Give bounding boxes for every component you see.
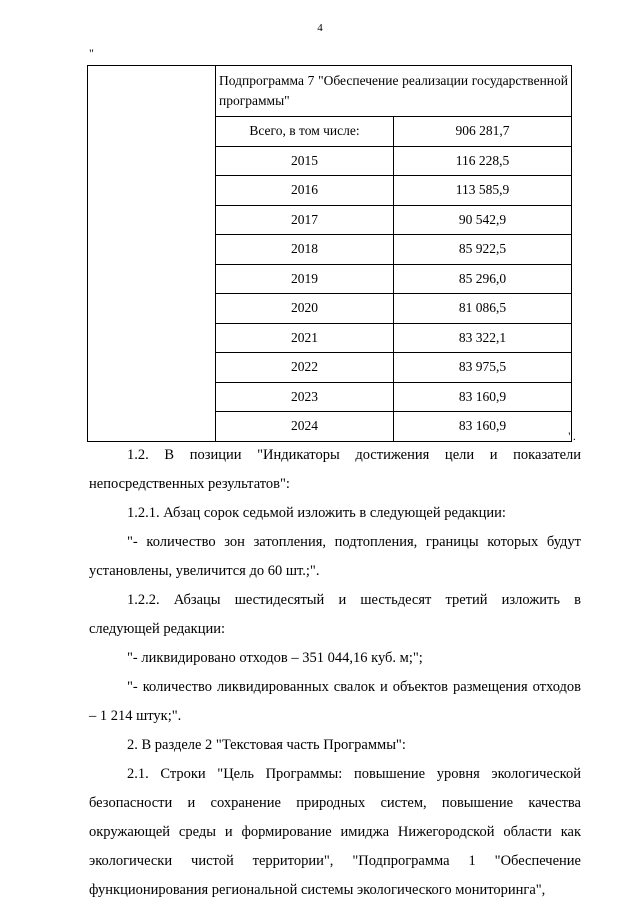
opening-quote-mark: " bbox=[89, 46, 94, 60]
paragraph: 2. В разделе 2 "Текстовая часть Программы": bbox=[127, 737, 406, 753]
paragraph: 1.2. В позиции "Индикаторы достижения цели и показатели непосредственных результатов": bbox=[89, 447, 581, 492]
value-cell: 83 160,9 bbox=[394, 382, 572, 412]
paragraph: "- количество зон затопления, подтопления, границы которых будут установлены, увеличится до 60 шт.;". bbox=[89, 534, 581, 579]
year-cell: 2021 bbox=[216, 323, 394, 353]
value-cell: 116 228,5 bbox=[394, 146, 572, 176]
total-value: 906 281,7 bbox=[394, 117, 572, 147]
value-cell: 85 296,0 bbox=[394, 264, 572, 294]
total-label: Всего, в том числе: bbox=[216, 117, 394, 147]
paragraph: 1.2.1. Абзац сорок седьмой изложить в следующей редакции: bbox=[127, 505, 506, 521]
paragraph: "- количество ликвидированных свалок и объектов размещения отходов – 1 214 штук;". bbox=[89, 679, 581, 724]
paragraph: 2.1. Строки "Цель Программы: повышение уровня экологической безопасности и сохранение природных систем, повышение качества окружающей среды и формирование имиджа Нижегородской области как экологически чистой территории", "Подпрограмма 1 "Обеспечение функционирования региональной системы экологического мониторинга", bbox=[89, 766, 581, 898]
paragraph: "- ликвидировано отходов – 351 044,16 куб. м;"; bbox=[127, 650, 423, 666]
year-cell: 2017 bbox=[216, 205, 394, 235]
table-header-row bbox=[88, 66, 572, 117]
value-cell: 90 542,9 bbox=[394, 205, 572, 235]
funding-table bbox=[87, 65, 572, 442]
year-cell: 2020 bbox=[216, 294, 394, 324]
year-cell: 2019 bbox=[216, 264, 394, 294]
year-cell: 2015 bbox=[216, 146, 394, 176]
year-cell: 2024 bbox=[216, 412, 394, 442]
value-cell: 113 585,9 bbox=[394, 176, 572, 206]
table-left-cell bbox=[88, 66, 216, 442]
value-cell: 83 160,9 bbox=[394, 412, 572, 442]
year-cell: 2018 bbox=[216, 235, 394, 265]
value-cell: 83 322,1 bbox=[394, 323, 572, 353]
document-body bbox=[89, 441, 581, 905]
value-cell: 81 086,5 bbox=[394, 294, 572, 324]
page-number: 4 bbox=[317, 22, 323, 34]
value-cell: 85 922,5 bbox=[394, 235, 572, 265]
year-cell: 2023 bbox=[216, 382, 394, 412]
year-cell: 2016 bbox=[216, 176, 394, 206]
subprogram-header: Подпрограмма 7 "Обеспечение реализации государственной программы" bbox=[216, 66, 572, 117]
closing-quote-mark: ". bbox=[568, 429, 576, 443]
value-cell: 83 975,5 bbox=[394, 353, 572, 383]
paragraph: 1.2.2. Абзацы шестидесятый и шестьдесят третий изложить в следующей редакции: bbox=[89, 592, 581, 637]
year-cell: 2022 bbox=[216, 353, 394, 383]
